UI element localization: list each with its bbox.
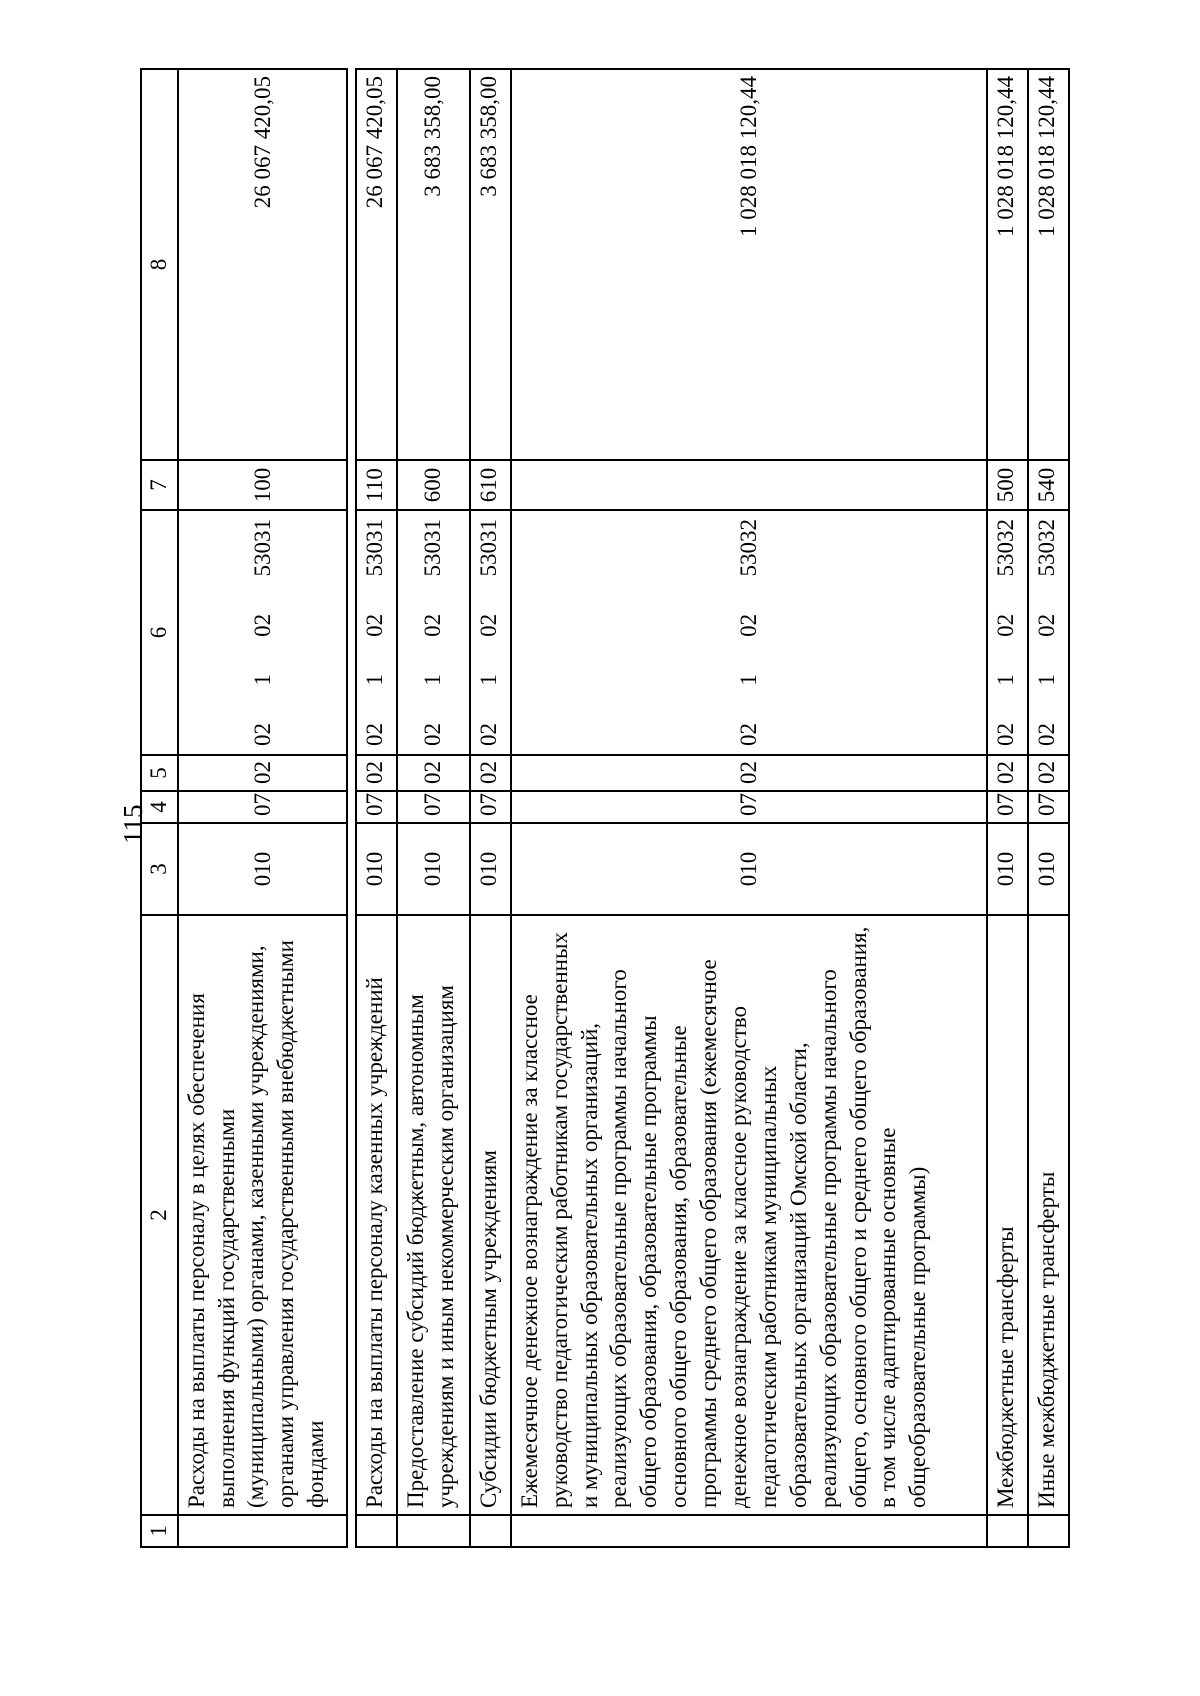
row-code-6 (356, 510, 397, 755)
row-code-3: 010 (511, 823, 988, 915)
header-col-8: 8 (141, 69, 178, 460)
row-code-7: 110 (356, 460, 397, 510)
row-code-5: 02 (356, 755, 397, 791)
code-6-part: 02 (1034, 613, 1060, 637)
rotated-page (140, 70, 1070, 1548)
row-code-7: 540 (1028, 460, 1069, 510)
code-6-part: 02 (361, 723, 387, 746)
row-number-cell (178, 1515, 348, 1547)
header-col-7: 7 (141, 460, 178, 510)
code-6-part: 02 (993, 723, 1019, 746)
code-6-part: 53031 (249, 519, 275, 577)
row-code-6 (1028, 510, 1069, 755)
row-amount: 1 028 018 120,44 (1028, 69, 1069, 460)
row-code-4: 07 (470, 791, 511, 823)
row-number-cell (397, 1515, 470, 1547)
code-6-part: 02 (1034, 723, 1060, 746)
row-description: Расходы на выплаты персоналу в целях обеспечения выполнения функций государственными (муниципальными) органами, казенными учреждениями, органами управления государственными внебюджетными фондами (178, 915, 348, 1515)
code-6-part: 02 (475, 723, 501, 746)
code-6-part: 53032 (993, 519, 1019, 577)
code-6-part: 02 (361, 613, 387, 637)
table-row (1028, 69, 1069, 1547)
row-number-cell (356, 1515, 397, 1547)
row-code-7: 610 (470, 460, 511, 510)
row-amount: 1 028 018 120,44 (987, 69, 1028, 460)
table-row (470, 69, 511, 1547)
row-code-7: 600 (397, 460, 470, 510)
code-6-part: 02 (736, 613, 762, 637)
row-code-7 (511, 460, 988, 510)
row-description: Ежемесячное денежное вознаграждение за классное руководство педагогическим работникам государственных и муниципальных образовательных организаций, реализующих образовательные программы начального общего образования, образовательные программы основного общего образования, образовательные программы среднего общего образования (ежемесячное денежное вознаграждение за классное руководство педагогическим работникам муниципальных образовательных организаций Омской области, реализующих образовательные программы начального общего, основного общего и среднего общего образования, в том числе адаптированные основные общеобразовательные программы) (511, 915, 988, 1515)
code-6-part: 1 (361, 674, 387, 686)
row-code-3: 010 (1028, 823, 1069, 915)
row-number-cell (511, 1515, 988, 1547)
budget-table (140, 68, 1070, 1548)
code-6-part: 02 (736, 723, 762, 746)
code-6-part: 1 (249, 674, 275, 686)
row-code-6 (511, 510, 988, 755)
table-row (511, 69, 988, 1547)
row-amount: 1 028 018 120,44 (511, 69, 988, 460)
table-row (356, 69, 397, 1547)
row-code-3: 010 (178, 823, 348, 915)
header-col-6: 6 (141, 510, 178, 755)
row-code-6 (397, 510, 470, 755)
row-number-cell (987, 1515, 1028, 1547)
row-code-5: 02 (470, 755, 511, 791)
row-description: Предоставление субсидий бюджетным, автономным учреждениям и иным некоммерческим организациям (397, 915, 470, 1515)
row-description: Иные межбюджетные трансферты (1028, 915, 1069, 1515)
table-row (987, 69, 1028, 1547)
code-6-part: 53031 (361, 519, 387, 577)
code-6-part: 1 (736, 674, 762, 686)
row-description: Межбюджетные трансферты (987, 915, 1028, 1515)
code-6-part: 1 (1034, 674, 1060, 686)
code-6-part: 02 (249, 613, 275, 637)
row-gap (347, 69, 356, 1547)
row-code-3: 010 (356, 823, 397, 915)
code-6-part: 02 (420, 723, 446, 746)
row-code-4: 07 (397, 791, 470, 823)
code-6-part: 1 (420, 674, 446, 686)
code-6-part: 53032 (1034, 519, 1060, 577)
header-col-2: 2 (141, 915, 178, 1515)
page-number: 115 (118, 804, 148, 844)
row-code-4: 07 (1028, 791, 1069, 823)
row-code-7: 500 (987, 460, 1028, 510)
header-col-3: 3 (141, 823, 178, 915)
code-6-part: 53031 (420, 519, 446, 577)
row-code-3: 010 (470, 823, 511, 915)
row-code-5: 02 (987, 755, 1028, 791)
table-row (178, 69, 348, 1547)
row-code-5: 02 (511, 755, 988, 791)
row-code-7: 100 (178, 460, 348, 510)
row-amount: 3 683 358,00 (470, 69, 511, 460)
row-number-cell (470, 1515, 511, 1547)
code-6-part: 1 (475, 674, 501, 686)
code-6-part: 02 (993, 613, 1019, 637)
row-code-3: 010 (397, 823, 470, 915)
code-6-part: 53032 (736, 519, 762, 577)
row-code-6 (470, 510, 511, 755)
row-amount: 26 067 420,05 (356, 69, 397, 460)
row-code-6 (178, 510, 348, 755)
header-col-4: 4 (141, 791, 178, 823)
row-code-4: 07 (356, 791, 397, 823)
row-code-4: 07 (987, 791, 1028, 823)
row-code-4: 07 (178, 791, 348, 823)
header-col-5: 5 (141, 755, 178, 791)
row-code-5: 02 (178, 755, 348, 791)
code-6-part: 02 (475, 613, 501, 637)
row-description: Субсидии бюджетным учреждениям (470, 915, 511, 1515)
row-code-6 (987, 510, 1028, 755)
code-6-part: 1 (993, 674, 1019, 686)
row-amount: 26 067 420,05 (178, 69, 348, 460)
row-code-5: 02 (397, 755, 470, 791)
header-row (141, 69, 178, 1547)
code-6-part: 02 (249, 723, 275, 746)
code-6-part: 02 (420, 613, 446, 637)
row-amount: 3 683 358,00 (397, 69, 470, 460)
header-col-1: 1 (141, 1515, 178, 1547)
code-6-part: 53031 (475, 519, 501, 577)
row-description: Расходы на выплаты персоналу казенных учреждений (356, 915, 397, 1515)
table-row (397, 69, 470, 1547)
row-code-4: 07 (511, 791, 988, 823)
row-code-3: 010 (987, 823, 1028, 915)
row-number-cell (1028, 1515, 1069, 1547)
row-code-5: 02 (1028, 755, 1069, 791)
